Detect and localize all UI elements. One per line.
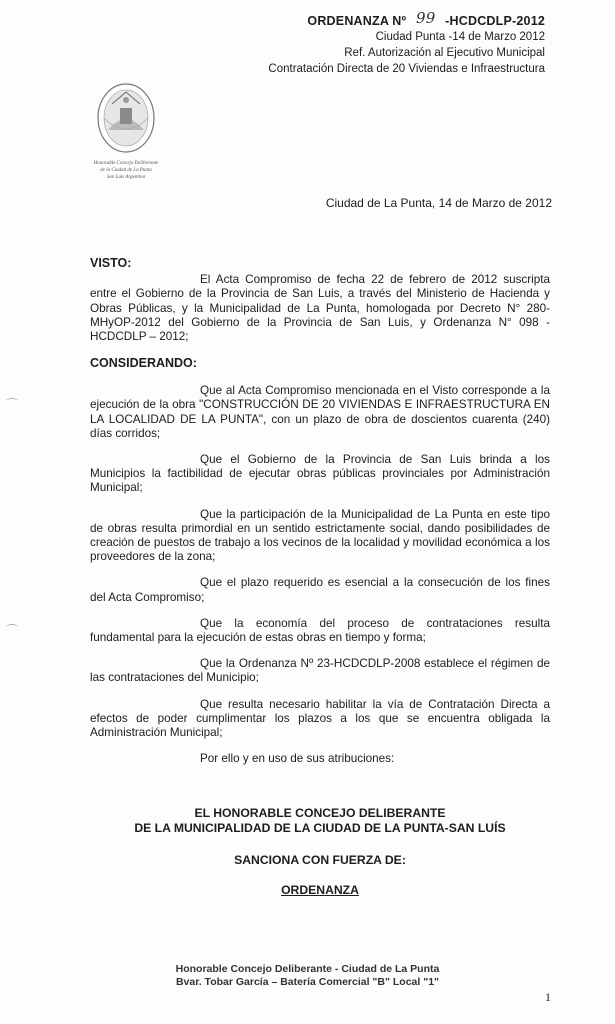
considerando-paragraph-1: Que al Acta Compromiso mencionada en el Visto corresponde a la ejecución de la obra "CONSTRUCCIÓN DE 20 VIVIENDAS E INFRAESTRUCTURA EN LA LOCALIDAD DE LA PUNTA", con un plazo de obra de doscientos cuarenta (240) días corridos;: [90, 384, 550, 440]
document-header: [268, 9, 545, 77]
sanciona-line: SANCIONA CON FUERZA DE:: [234, 853, 406, 867]
header-ref-line: Ref. Autorización al Ejecutivo Municipal: [344, 47, 545, 59]
header-subject-line: Contratación Directa de 20 Viviendas e Infraestructura: [268, 63, 545, 75]
council-logo: [90, 78, 162, 181]
ordinance-title: [268, 9, 545, 29]
document-date: Ciudad de La Punta, 14 de Marzo de 2012: [325, 196, 552, 210]
logo-caption: Honorable Concejo Deliberante de la Ciudad de La Punta San Luis Argentina: [93, 161, 159, 180]
considerando-paragraph-3: Que la participación de la Municipalidad de La Punta en este tipo de obras resulta primordial en un sentido estrictamente social, dando posibilidades de creación de puestos de trabajo a los vecinos de la localidad y movilidad económica a los proveedores de la zona;: [90, 507, 550, 564]
visto-section: [90, 256, 550, 344]
ordinance-suffix: -HCDCDLP-2012: [445, 14, 545, 28]
considerando-paragraph-5: Que la economía del proceso de contrataciones resulta fundamental para la ejecución de estas obras en tiempo y forma;: [90, 616, 550, 645]
considerando-heading: CONSIDERANDO:: [90, 356, 197, 370]
scan-mark: [6, 398, 18, 405]
footer-line-2: Bvar. Tobar García – Batería Comercial "B" Local "1": [175, 976, 440, 988]
page-number: 1: [545, 990, 551, 1004]
ordinance-number-handwritten: 99: [415, 9, 436, 27]
header-date-place: Ciudad Punta -14 de Marzo 2012: [375, 31, 545, 43]
visto-text: El Acta Compromiso de fecha 22 de febrero de 2012 suscripta entre el Gobierno de la Provincia de San Luis, a través del Ministerio de Hacienda y Obras Públicas, y la Municipalidad de La Punta, homologada por Decreto N° 280-MHyOP-2012 del Gobierno de la Provincia de San Luis, y Ordenanza N° 098 - HCDCDLP – 2012;: [90, 273, 550, 344]
visto-heading: VISTO:: [90, 256, 132, 270]
ordenanza-heading: ORDENANZA: [281, 883, 359, 897]
council-line-1: EL HONORABLE CONCEJO DELIBERANTE: [194, 806, 446, 820]
council-seal-icon: [90, 78, 162, 158]
council-line-2: DE LA MUNICIPALIDAD DE LA CIUDAD DE LA PUNTA-SAN LUÍS: [134, 821, 506, 835]
footer-line-1: Honorable Concejo Deliberante - Ciudad de La Punta: [175, 963, 440, 975]
considerando-closing: Por ello y en uso de sus atribuciones:: [200, 752, 395, 766]
page-footer: [0, 963, 615, 989]
considerando-paragraph-6: Que la Ordenanza Nº 23-HCDCDLP-2008 establece el régimen de las contrataciones del Municipio;: [90, 657, 550, 685]
council-statement: [90, 806, 550, 898]
considerando-paragraph-2: Que el Gobierno de la Provincia de San Luis brinda a los Municipios la factibilidad de ejecutar obras públicas provinciales por Administración Municipal;: [90, 453, 550, 495]
considerando-section: [90, 356, 550, 766]
considerando-paragraph-4: Que el plazo requerido es esencial a la consecución de los fines del Acta Compromiso;: [90, 576, 550, 604]
considerando-paragraph-7: Que resulta necesario habilitar la vía de Contratación Directa a efectos de poder cumplimentar los plazos a los que se encuentra obligada la Administración Municipal;: [90, 697, 550, 740]
ordinance-prefix: ORDENANZA Nº: [307, 14, 407, 28]
scan-mark: [6, 624, 18, 631]
